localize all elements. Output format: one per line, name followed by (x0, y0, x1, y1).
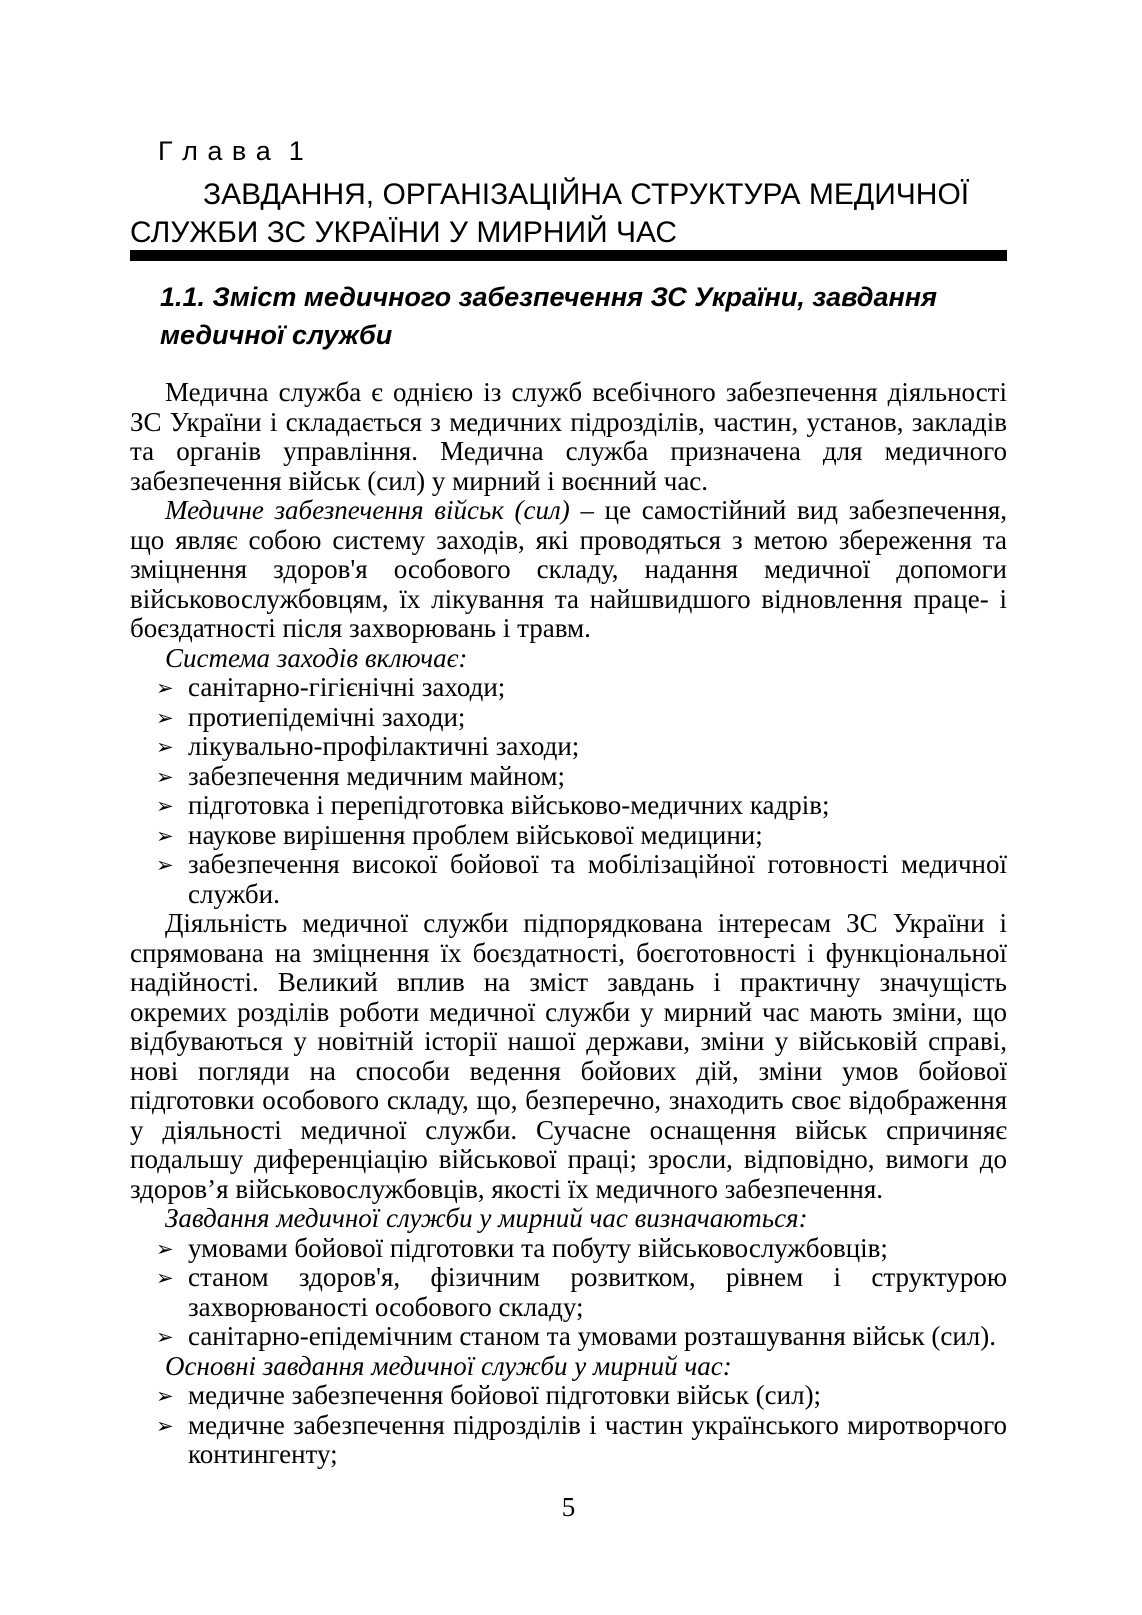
term-medical-support: Медичне забезпечення військ (сил) (165, 495, 570, 525)
definition-text: – це самостійний вид забезпечення, що являє собою систему заходів, які проводяться з метою збереження та зміцнення здоров'я особового складу, надання медичної допомоги військовослужбовцям, їх лікування та найшвидшого відновлення праце- і боєздатності після захворювань і травм. (130, 495, 1008, 643)
heading-divider-rule (130, 250, 1007, 261)
list-item (130, 850, 1007, 909)
section-heading-line-1: 1.1. Зміст медичного забезпечення ЗС України, завдання (160, 282, 938, 312)
list-intro-main-peacetime-tasks: Основні завдання медичної служби у мирний час: (165, 1350, 732, 1381)
chapter-title (130, 176, 1010, 252)
chapter-label: Г л а в а 1 (158, 136, 305, 166)
list-item (130, 1322, 1007, 1352)
list-item (130, 673, 1007, 703)
determining-factors-list (130, 1234, 1007, 1352)
chapter-title-line-2: СЛУЖБИ ЗС УКРАЇНИ У МИРНИЙ ЧАС (130, 216, 678, 249)
list-intro-measures-system: Система заходів включає: (165, 642, 468, 673)
list-item-text: станом здоров'я, фізичним розвитком, рівнем і структурою захворюваності особового складу; (188, 1262, 1007, 1322)
list-item (130, 1263, 1007, 1322)
list-item-text: лікувально-профілактичні заходи; (188, 731, 580, 761)
list-item (130, 791, 1007, 821)
list-intro-peacetime-tasks-determined: Завдання медичної служби у мирний час визначаються: (165, 1203, 808, 1233)
arrow-bullet-icon: ➢ (156, 794, 174, 818)
body-text (130, 378, 1007, 1470)
paragraph-medical-service-intro: Медична служба є однією із служб всебічного забезпечення діяльності ЗС України і складається з медичних підрозділів, частин, установ, закладів та органів управління. Медична служба призначена для медичного забезпечення військ (сил) у мирний і воєнний час. (130, 377, 1007, 496)
page-number: 5 (561, 1492, 576, 1522)
list-item-text: протиепідемічні заходи; (188, 701, 466, 732)
main-tasks-list (130, 1381, 1007, 1470)
section-heading (160, 278, 1010, 354)
measures-list (130, 673, 1007, 909)
list-item (130, 703, 1007, 733)
list-item-text: наукове вирішення проблем військової медицини; (188, 819, 763, 850)
list-item (130, 1381, 1007, 1411)
list-item-text: умовами бойової підготовки та побуту військовослужбовців; (188, 1232, 888, 1263)
arrow-bullet-icon: ➢ (156, 853, 174, 877)
arrow-bullet-icon: ➢ (156, 705, 174, 730)
arrow-bullet-icon: ➢ (156, 676, 174, 700)
list-item-text: забезпечення медичним майном; (188, 760, 565, 791)
arrow-bullet-icon: ➢ (156, 823, 174, 848)
list-item-text: забезпечення високої бойової та мобілізаційної готовності медичної служби. (188, 849, 1007, 909)
paragraph-medical-support-definition (130, 496, 1007, 644)
arrow-bullet-icon: ➢ (156, 1266, 174, 1290)
arrow-bullet-icon: ➢ (156, 1236, 174, 1261)
list-item-text: санітарно-гігієнічні заходи; (188, 672, 506, 702)
list-item (130, 1234, 1007, 1264)
arrow-bullet-icon: ➢ (156, 1325, 174, 1349)
list-item (130, 762, 1007, 792)
list-item-text: медичне забезпечення бойової підготовки військ (сил); (188, 1380, 822, 1410)
list-item-text: медичне забезпечення підрозділів і частин українського миротворчого контингенту; (188, 1409, 1007, 1469)
arrow-bullet-icon: ➢ (156, 1384, 174, 1408)
arrow-bullet-icon: ➢ (156, 764, 174, 789)
list-item-text: підготовка і перепідготовка військово-медичних кадрів; (188, 790, 830, 820)
chapter-title-line-1: ЗАВДАННЯ, ОРГАНІЗАЦІЙНА СТРУКТУРА МЕДИЧНОЇ (203, 178, 970, 211)
list-item-text: санітарно-епідемічним станом та умовами розташування військ (сил). (188, 1321, 996, 1351)
list-item (130, 732, 1007, 762)
paragraph-service-activity: Діяльність медичної служби підпорядкована інтересам ЗС України і спрямована на зміцнення їх боєздатності, боєготовності і функціональної надійності. Великий вплив на зміст завдань і практичну значущість окремих розділів роботи медичної служби у мирний час мають зміни, що відбуваються у новітній історії нашої держави, зміни у військовій справі, нові погляди на способи ведення бойових дій, зміни умов бойової підготовки особового складу, що, безперечно, знаходить своє відображення у діяльності медичної служби. Сучасне оснащення військ спричиняє подальшу диференціацію військової праці; зросли, відповідно, вимоги до здоров’я військовослужбовців, якості їх медичного забезпечення. (130, 908, 1007, 1204)
section-heading-line-2: медичної служби (160, 320, 393, 350)
list-item (130, 821, 1007, 851)
arrow-bullet-icon: ➢ (156, 735, 174, 759)
arrow-bullet-icon: ➢ (156, 1413, 174, 1438)
list-item (130, 1411, 1007, 1470)
